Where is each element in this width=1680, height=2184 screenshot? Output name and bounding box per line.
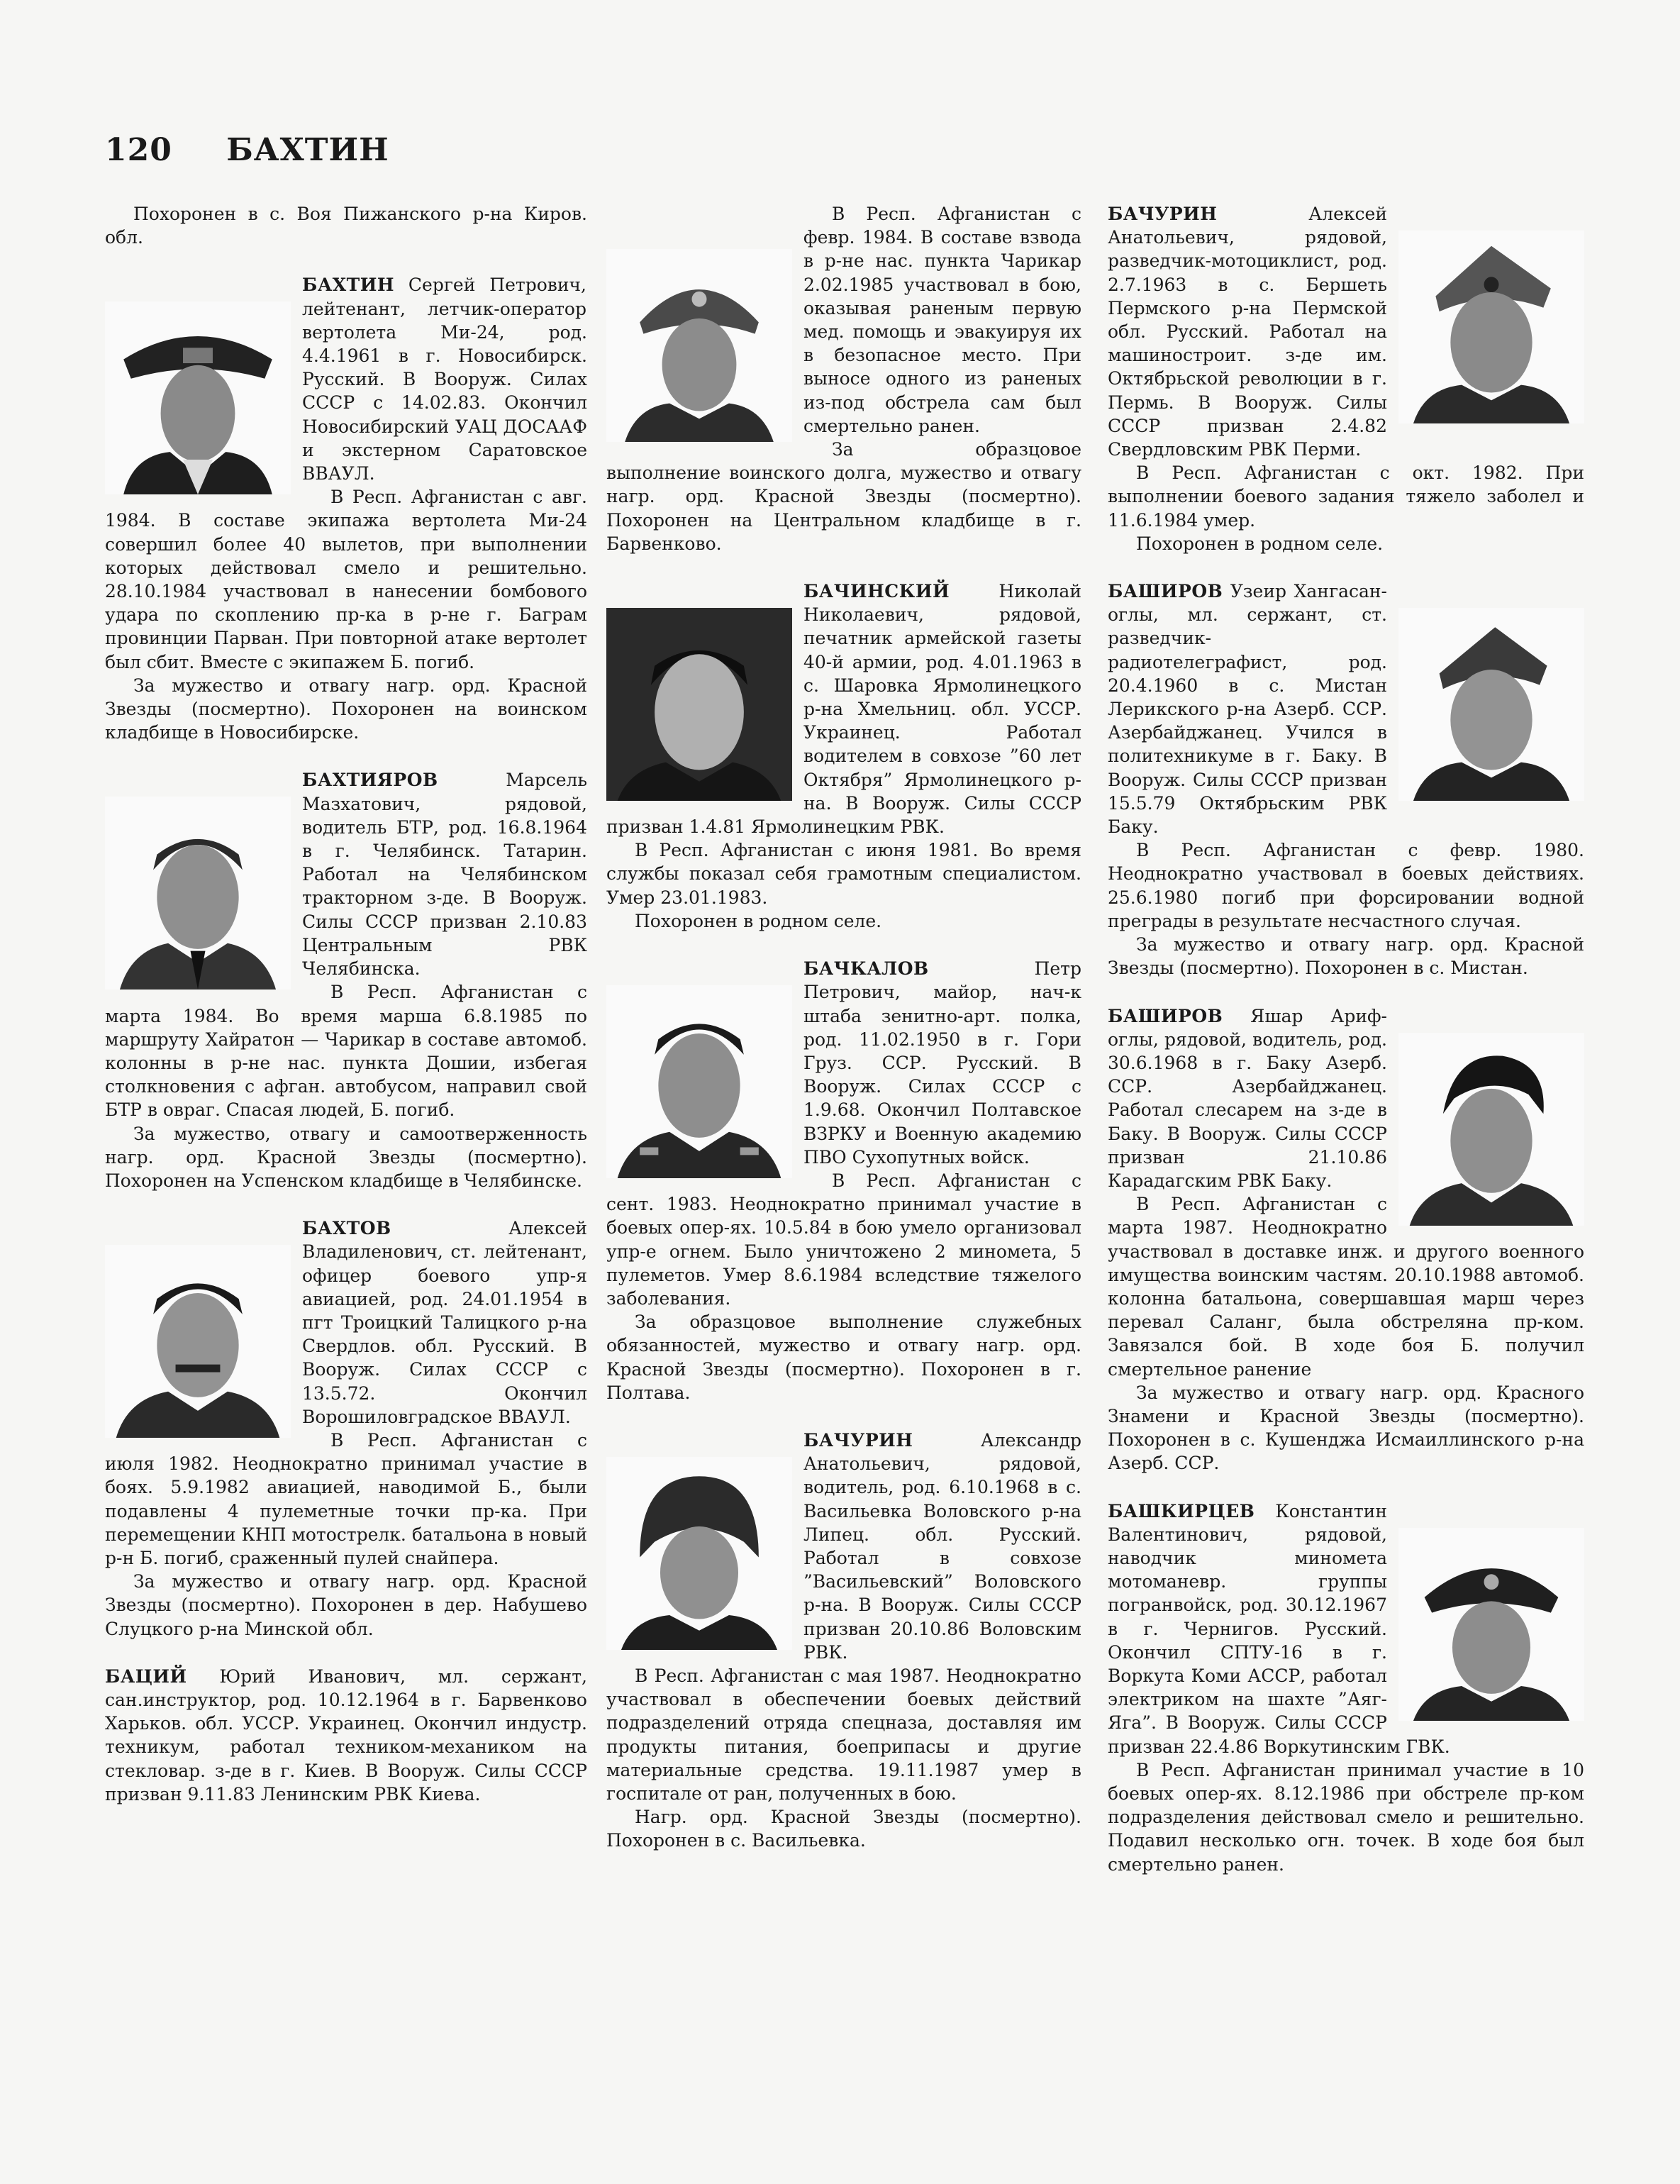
entry-text: За мужество и отвагу нагр. орд. Красной Звезды (посмертно). Похоронен в с. Мистан. [1108, 934, 1584, 979]
entry-name: БАХТОВ [302, 1218, 391, 1239]
entry-text: Похоронен в родном селе. [635, 910, 882, 931]
entry-text: Алексей Анатольевич, рядовой, разведчик-мотоциклист, род. 2.7.1963 в с. Бершеть Пермского р-на Пермской обл. Русский. Работал на машиностроит. з-де им. Октябрьской революции в г. Пермь. В Вооруж. Силы СССР призван 2.4.82 Свердловским РВК Перми. [1108, 204, 1387, 460]
portrait-photo [1398, 1033, 1584, 1226]
entry-text: Николай Николаевич, рядовой, печатник армейской газеты 40-й армии, род. 4.01.1963 в с. Шаровка Ярмолинецкого р-на Хмельниц. обл. УССР. Украинец. Работал водителем в совхозе ”60 лет Октября” Ярмолинецкого р-на. В Вооруж. Силы СССР призван 1.4.81 Ярмолинецким РВК. [606, 581, 1081, 838]
entry-name: БАЧУРИН [803, 1429, 913, 1451]
entry-bachkalov [606, 957, 1081, 1404]
column-1 [105, 202, 587, 1830]
entry-name: БАШИРОВ [1108, 1005, 1223, 1026]
entry-text: Похоронен в с. Воя Пижанского р-на Киров. обл. [105, 204, 587, 248]
entry-text: За образцовое выполнение служебных обязанностей, мужество и отвагу нагр. орд. Красной Звезды (посмертно). Похоронен в г. Полтава. [606, 1312, 1081, 1403]
entry-continuation [606, 202, 1081, 555]
entry-text: Юрий Иванович, мл. сержант, сан.инструктор, род. 10.12.1964 в г. Барвенково Харьков. обл. УССР. Украинец. Окончил индустр. техникум, работал техником-механиком на стекловар. з-де в г. Киев. В Вооруж. Силы СССР призван 9.11.83 Ленинским РВК Киева. [105, 1665, 587, 1805]
portrait-photo [1398, 1528, 1584, 1721]
entry-name: БАЦИЙ [105, 1665, 187, 1687]
portrait-photo [1398, 231, 1584, 423]
entry-text: В Респ. Афганистан с марта 1984. Во время марша 6.8.1985 по маршруту Хайратон — Чарикар в составе автомоб. колонны в р-не нас. пункта Дошии, избегая столкновения с афган. автобусом, направил свой БТР в овраг. Спасая людей, Б. погиб. [105, 982, 587, 1121]
portrait-photo [606, 1457, 792, 1650]
entry-batsiy [105, 1665, 587, 1806]
portrait-photo [606, 985, 792, 1178]
entry-text: За образцовое выполнение воинского долга, мужество и отвагу нагр. орд. Красной Звезды (посмертно). Похоронен на Центральном кладбище в г. Барвенково. [606, 439, 1081, 554]
entry-text: В Респ. Афганистан с марта 1987. Неоднократно участвовал в доставке инж. и другого военного имущества воинским частям. 20.10.1988 автомоб. колонна батальона, совершавшая марш через перевал Саланг, была обстреляна пр-ком. Завязался бой. В ходе боя Б. получил смертельное ранение [1108, 1194, 1584, 1380]
entry-text: За мужество, отвагу и самоотверженность нагр. орд. Красной Звезды (посмертно). Похоронен на Успенском кладбище в Челябинске. [105, 1123, 587, 1191]
entry-text: Петр Петрович, майор, нач-к штаба зенитно-арт. полка, род. 11.02.1950 в г. Гори Груз. ССР. Русский. В Вооруж. Силах СССР с 1.9.68. Окончил Полтавское ВЗРКУ и Военную академию ПВО Сухопутных войск. [803, 958, 1081, 1168]
entry-bakhtin [105, 273, 587, 744]
entry-name: БАЧУРИН [1108, 204, 1218, 224]
entry-text: В Респ. Афганистан с мая 1987. Неоднократно участвовал в обеспечении боевых действий подразделений отряда спецназа, доставляя им продукты питания, боеприпасы и другие материальные средства. 19.11.1987 умер в госпитале от ран, полученных в бою. [606, 1665, 1081, 1804]
entry-bachurin-alexey [1108, 202, 1584, 555]
entry-name: БАШКИРЦЕВ [1108, 1500, 1255, 1521]
entry-bakhtiyarov [105, 768, 587, 1192]
entry-text: За мужество и отвагу нагр. орд. Красного Знамени и Красной Звезды (посмертно). Похоронен в с. Кушенджа Исмаиллинского р-на Азерб. ССР. [1108, 1382, 1584, 1474]
portrait-photo [1398, 608, 1584, 801]
entry-text: В Респ. Афганистан с авг. 1984. В составе экипажа вертолета Ми-24 совершил более 40 вылетов, при выполнении которых действовал смело и решительно. 28.10.1984 участвовал в нанесении бомбового удара по скоплению пр-ка в р-не г. Баграм провинции Парван. При повторной атаке вертолет был сбит. Вместе с экипажем Б. погиб. [105, 487, 587, 672]
entry-name: БАХТИН [302, 275, 394, 296]
entry-name: БАЧКАЛОВ [803, 958, 929, 980]
entry-text: Похоронен в родном селе. [1136, 533, 1384, 554]
column-3 [1108, 202, 1584, 1900]
entry-bakhtov [105, 1216, 587, 1641]
entry-bachurin-alexander [606, 1429, 1081, 1853]
portrait-photo [105, 1245, 291, 1438]
entry-text: В Респ. Афганистан с июня 1981. Во время службы показал себя грамотным специалистом. Умер 23.01.1983. [606, 840, 1081, 908]
page-number: 120 [105, 132, 172, 168]
page-header [105, 132, 389, 168]
entry-text: Александр Анатольевич, рядовой, водитель, род. 6.10.1968 в с. Васильевка Воловского р-на Липец. обл. Русский. Работал в совхозе ”Васильевский” Воловского р-на. В Вооруж. Силы СССР призван 20.10.86 Воловским РВК. [803, 1429, 1081, 1663]
entry-name: БАХТИЯРОВ [302, 770, 438, 791]
entry-continuation [105, 202, 587, 249]
entry-bashirov-uzeir [1108, 580, 1584, 980]
portrait-photo [105, 301, 291, 494]
entry-bachinsky [606, 580, 1081, 933]
entry-name: БАЧИНСКИЙ [803, 581, 950, 602]
entry-text: Узеир Хангасан-оглы, мл. сержант, ст. разведчик-радиотелеграфист, род. 20.4.1960 в с. Мистан Лерикского р-на Азерб. ССР. Азербайджанец. Учился в политехникуме в г. Баку. В Вооруж. Силы СССР призван 15.5.79 Октябрьским РВК Баку. [1108, 581, 1387, 838]
entry-text: В Респ. Афганистан принимал участие в 10 боевых опер-ях. 8.12.1986 при обстреле пр-ком подразделения действовал смело и решительно. Подавил несколько огн. точек. В ходе боя был смертельно ранен. [1108, 1759, 1584, 1875]
entry-bashkirtsev [1108, 1500, 1584, 1876]
entry-text: В Респ. Афганистан с февр. 1984. В составе взвода в р-не нас. пункта Чарикар 2.02.1985 участвовал в бою, оказывая раненым первую мед. помощь и эвакуируя их в безопасное место. При выносе одного из раненых из-под обстрела сам был смертельно ранен. [803, 204, 1081, 436]
entry-text: За мужество и отвагу нагр. орд. Красной Звезды (посмертно). Похоронен на воинском кладбище в Новосибирске. [105, 675, 587, 743]
entry-text: Яшар Ариф-оглы, рядовой, водитель, род. 30.6.1968 в г. Баку Азерб. ССР. Азербайджанец. Работал слесарем на з-де в Баку. В Вооруж. Силы СССР призван 21.10.86 Карадагским РВК Баку. [1108, 1005, 1387, 1191]
entry-text: За мужество и отвагу нагр. орд. Красной Звезды (посмертно). Похоронен в дер. Набушево Слуцкого р-на Минской обл. [105, 1571, 587, 1639]
entry-text: Сергей Петрович, лейтенант, летчик-оператор вертолета Ми-24, род. 4.4.1961 в г. Новосибирск. Русский. В Вооруж. Силах СССР с 14.02.83. Окончил Новосибирский УАЦ ДОСААФ и экстерном Саратовское ВВАУЛ. [302, 275, 587, 484]
portrait-photo [105, 797, 291, 990]
column-2 [606, 202, 1081, 1877]
entry-text: Константин Валентинович, рядовой, наводчик миномета мотоманевр. группы погранвойск, род. 30.12.1967 в г. Чернигов. Русский. Окончил СПТУ-16 в г. Воркута Коми АССР, работал электриком на шахте ”Аяг-Яга”. В Вооруж. Силы СССР призван 22.4.86 Воркутинским ГВК. [1108, 1500, 1450, 1757]
entry-name: БАШИРОВ [1108, 581, 1223, 602]
entry-text: В Респ. Афганистан с сент. 1983. Неоднократно принимал участие в боевых опер-ях. 10.5.84 в бою умело организовал упр-е огнем. Было уничтожено 2 миномета, 5 пулеметов. Умер 8.6.1984 вследствие тяжелого заболевания. [606, 1170, 1081, 1309]
portrait-photo [606, 249, 792, 442]
entry-text: Алексей Владиленович, ст. лейтенант, офицер боевого упр-я авиацией, род. 24.01.1954 в пгт Троицкий Талицкого р-на Свердлов. обл. Русский. В Вооруж. Силах СССР с 13.5.72. Окончил Ворошиловградское ВВАУЛ. [302, 1218, 587, 1427]
running-head: БАХТИН [226, 132, 389, 168]
entry-text: Нагр. орд. Красной Звезды (посмертно). Похоронен в с. Васильевка. [606, 1807, 1081, 1851]
portrait-photo [606, 608, 792, 801]
entry-text: В Респ. Афганистан с февр. 1980. Неоднократно участвовал в боевых действиях. 25.6.1980 погиб при форсировании водной преграды в результате несчастного случая. [1108, 840, 1584, 931]
entry-text: В Респ. Афганистан с июля 1982. Неоднократно принимал участие в боях. 5.9.1982 авиацией, наводимой Б., были подавлены 4 пулеметные точки пр-ка. При перемещении КНП мотострелк. батальона в новый р-н Б. погиб, сраженный пулей снайпера. [105, 1429, 587, 1568]
entry-bashirov-yashar [1108, 1004, 1584, 1475]
entry-text: Марсель Мазхатович, рядовой, водитель БТР, род. 16.8.1964 в г. Челябинск. Татарин. Работал на Челябинском тракторном з-де. В Вооруж. Силы СССР призван 2.10.83 Центральным РВК Челябинска. [302, 770, 587, 980]
entry-text: В Респ. Афганистан с окт. 1982. При выполнении боевого задания тяжело заболел и 11.6.1984 умер. [1108, 462, 1584, 531]
